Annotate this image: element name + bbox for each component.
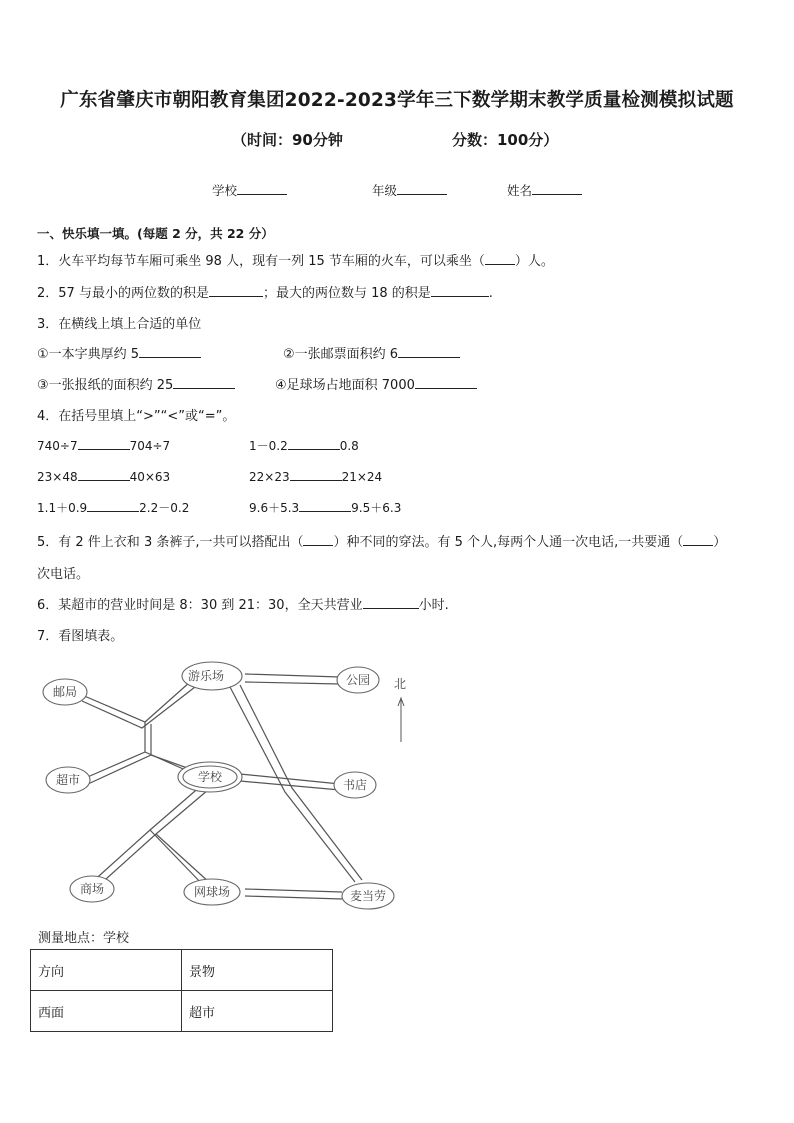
q4-blank[interactable]: [78, 468, 130, 481]
label-mall: 商场: [80, 882, 105, 896]
table-cell: 西面: [31, 991, 182, 1032]
q3-blank-4[interactable]: [415, 375, 477, 389]
label-tennis: 网球场: [194, 885, 231, 899]
question-6: 6．某超市的营业时间是 8：30 到 21：30，全天共营业 小时.: [37, 594, 449, 613]
q4-blank[interactable]: [78, 437, 130, 450]
school-map-diagram: [30, 652, 410, 917]
q1-answer-blank[interactable]: [485, 251, 515, 265]
label-post-office: 邮局: [53, 685, 78, 699]
q3-item-1: ①一本字典厚约 5: [37, 343, 201, 362]
q3-item-4: ④足球场占地面积 7000: [275, 374, 477, 393]
measure-point: 测量地点：学校: [38, 931, 130, 946]
table-cell: 超市: [182, 991, 333, 1032]
question-5-cont: 次电话。: [37, 567, 90, 582]
question-3-stem: 3．在横线上填上合适的单位: [37, 317, 202, 332]
q4-row-3-left: 1.1＋0.9 2.2－0.2: [37, 501, 190, 515]
q4-row-2-right: 22×23 21×24: [249, 470, 383, 484]
name-field[interactable]: [532, 181, 582, 195]
q5-blank-2[interactable]: [683, 532, 713, 546]
q4-blank[interactable]: [288, 437, 340, 450]
q3-item-2: ②一张邮票面积约 6: [283, 343, 460, 362]
grade-label: 年级: [372, 183, 398, 198]
q3-item-3: ③一张报纸的面积约 25: [37, 374, 235, 393]
table-header-direction: 方向: [31, 950, 182, 991]
question-4-stem: 4．在括号里填上“>”“<”或“=”。: [37, 409, 236, 424]
q4-blank[interactable]: [290, 468, 342, 481]
name-label: 姓名: [507, 183, 533, 198]
label-mcdonalds: 麦当劳: [350, 889, 387, 903]
q6-blank[interactable]: [363, 595, 419, 609]
q3-blank-1[interactable]: [139, 344, 201, 358]
question-2: 2．57 与最小的两位数的积是 ；最大的两位数与 18 的积是 .: [37, 282, 493, 301]
table-header-landmark: 景物: [182, 950, 333, 991]
time-limit: （时间：90分钟: [232, 131, 343, 149]
q2-answer-blank-1[interactable]: [209, 283, 263, 297]
section-heading: 一、快乐填一填。(每题 2 分，共 22 分）: [37, 226, 274, 241]
label-amusement: 游乐场: [188, 669, 225, 683]
table-header-row: [31, 950, 333, 991]
school-field[interactable]: [237, 181, 287, 195]
q4-row-3-right: 9.6＋5.3 9.5＋6.3: [249, 501, 402, 515]
q4-row-1-left: 740÷7 704÷7: [37, 439, 171, 453]
q5-blank-1[interactable]: [303, 532, 333, 546]
school-label: 学校: [212, 183, 238, 198]
label-school: 学校: [198, 770, 223, 784]
label-park: 公园: [346, 673, 371, 687]
label-north: 北: [394, 677, 407, 691]
north-arrow-icon: [398, 698, 404, 742]
question-1: 1．火车平均每节车厢可乘坐 98 人，现有一列 15 节车厢的火车，可以乘坐（ ）人。: [37, 250, 554, 269]
q2-answer-blank-2[interactable]: [431, 283, 489, 297]
page-title: 广东省肇庆市朝阳教育集团2022-2023学年三下数学期末教学质量检测模拟试题: [60, 90, 734, 111]
direction-table: [30, 949, 333, 1032]
question-5: 5．有 2 件上衣和 3 条裤子,一共可以搭配出（ ）种不同的穿法。有 5 个人,每两个人通一次电话,一共要通（ ）: [37, 531, 726, 550]
label-supermarket: 超市: [56, 773, 81, 787]
grade-field[interactable]: [397, 181, 447, 195]
total-score: 分数：100分）: [452, 131, 559, 149]
label-bookstore: 书店: [343, 778, 368, 792]
q4-row-1-right: 1－0.2 0.8: [249, 439, 359, 453]
q3-blank-3[interactable]: [173, 375, 235, 389]
question-7-stem: 7．看图填表。: [37, 629, 124, 644]
table-row: [31, 991, 333, 1032]
q4-blank[interactable]: [299, 499, 351, 512]
q4-row-2-left: 23×48 40×63: [37, 470, 171, 484]
q4-blank[interactable]: [87, 499, 139, 512]
q3-blank-2[interactable]: [398, 344, 460, 358]
